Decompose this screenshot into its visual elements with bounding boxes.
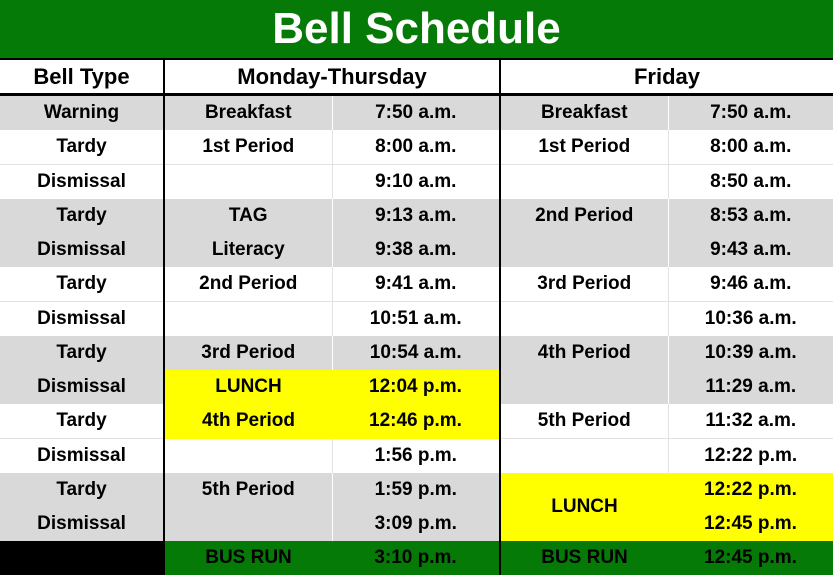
fr-time-cell: 10:36 a.m. <box>668 302 833 337</box>
table-row <box>0 473 833 507</box>
mt-label-cell <box>164 439 332 474</box>
bus-run-row <box>0 541 833 575</box>
mt-time-cell: 3:10 p.m. <box>332 541 500 575</box>
mt-time-cell: 10:51 a.m. <box>332 302 500 337</box>
bell-type-cell: Dismissal <box>0 165 164 200</box>
fr-time-cell: 12:45 p.m. <box>668 507 833 541</box>
mt-label-cell: BUS RUN <box>164 541 332 575</box>
fr-time-cell: 12:22 p.m. <box>668 439 833 474</box>
table-row <box>0 233 833 267</box>
table-row <box>0 439 833 474</box>
fr-time-cell: 9:46 a.m. <box>668 267 833 302</box>
bell-type-cell: Tardy <box>0 199 164 233</box>
table-row <box>0 199 833 233</box>
bell-type-cell: Tardy <box>0 267 164 302</box>
table-row <box>0 95 833 131</box>
mt-label-cell: LUNCH <box>164 370 332 404</box>
bell-type-cell <box>0 541 164 575</box>
bell-type-cell: Tardy <box>0 473 164 507</box>
mt-label-cell: Literacy <box>164 233 332 267</box>
fr-label-cell: BUS RUN <box>500 541 668 575</box>
bell-type-cell: Warning <box>0 95 164 131</box>
fr-label-cell: 2nd Period <box>500 199 668 233</box>
mt-time-cell: 1:56 p.m. <box>332 439 500 474</box>
mt-time-cell: 7:50 a.m. <box>332 95 500 131</box>
mt-time-cell: 9:13 a.m. <box>332 199 500 233</box>
fr-time-cell: 9:43 a.m. <box>668 233 833 267</box>
fr-time-cell: 11:29 a.m. <box>668 370 833 404</box>
fr-time-cell: 8:53 a.m. <box>668 199 833 233</box>
fr-label-cell: 4th Period <box>500 336 668 370</box>
bell-type-cell: Tardy <box>0 130 164 165</box>
fr-time-cell: 8:50 a.m. <box>668 165 833 200</box>
table-row <box>0 370 833 404</box>
fr-label-cell <box>500 233 668 267</box>
fr-time-cell: 8:00 a.m. <box>668 130 833 165</box>
mt-label-cell <box>164 165 332 200</box>
mt-label-cell: 1st Period <box>164 130 332 165</box>
header-bell-type: Bell Type <box>0 60 164 95</box>
table-row <box>0 165 833 200</box>
fr-label-cell <box>500 165 668 200</box>
fr-time-cell: 11:32 a.m. <box>668 404 833 439</box>
bell-schedule-table <box>0 60 833 575</box>
table-row <box>0 267 833 302</box>
table-row <box>0 404 833 439</box>
bell-type-cell: Dismissal <box>0 439 164 474</box>
mt-time-cell: 10:54 a.m. <box>332 336 500 370</box>
table-row <box>0 130 833 165</box>
fr-label-cell <box>500 370 668 404</box>
mt-time-cell: 9:41 a.m. <box>332 267 500 302</box>
fr-label-cell: Breakfast <box>500 95 668 131</box>
fr-time-cell: 12:45 p.m. <box>668 541 833 575</box>
mt-time-cell: 8:00 a.m. <box>332 130 500 165</box>
fr-label-cell: LUNCH <box>500 473 668 541</box>
mt-label-cell: Breakfast <box>164 95 332 131</box>
bell-type-cell: Dismissal <box>0 302 164 337</box>
mt-time-cell: 12:46 p.m. <box>332 404 500 439</box>
table-row <box>0 507 833 541</box>
header-monday-thursday: Monday-Thursday <box>164 60 500 95</box>
mt-label-cell: 5th Period <box>164 473 332 507</box>
mt-time-cell: 3:09 p.m. <box>332 507 500 541</box>
table-row <box>0 302 833 337</box>
mt-label-cell: 4th Period <box>164 404 332 439</box>
bell-type-cell: Tardy <box>0 404 164 439</box>
mt-time-cell: 9:38 a.m. <box>332 233 500 267</box>
fr-time-cell: 7:50 a.m. <box>668 95 833 131</box>
mt-time-cell: 12:04 p.m. <box>332 370 500 404</box>
mt-time-cell: 9:10 a.m. <box>332 165 500 200</box>
fr-label-cell: 1st Period <box>500 130 668 165</box>
table-row <box>0 336 833 370</box>
mt-label-cell <box>164 302 332 337</box>
header-friday: Friday <box>500 60 833 95</box>
bell-type-cell: Tardy <box>0 336 164 370</box>
bell-type-cell: Dismissal <box>0 370 164 404</box>
bell-type-cell: Dismissal <box>0 507 164 541</box>
fr-time-cell: 12:22 p.m. <box>668 473 833 507</box>
mt-label-cell: TAG <box>164 199 332 233</box>
mt-label-cell: 2nd Period <box>164 267 332 302</box>
mt-label-cell <box>164 507 332 541</box>
mt-time-cell: 1:59 p.m. <box>332 473 500 507</box>
header-row <box>0 60 833 95</box>
fr-label-cell <box>500 439 668 474</box>
fr-label-cell: 5th Period <box>500 404 668 439</box>
fr-label-cell: 3rd Period <box>500 267 668 302</box>
fr-time-cell: 10:39 a.m. <box>668 336 833 370</box>
fr-label-cell <box>500 302 668 337</box>
mt-label-cell: 3rd Period <box>164 336 332 370</box>
page-title: Bell Schedule <box>0 0 833 60</box>
bell-type-cell: Dismissal <box>0 233 164 267</box>
